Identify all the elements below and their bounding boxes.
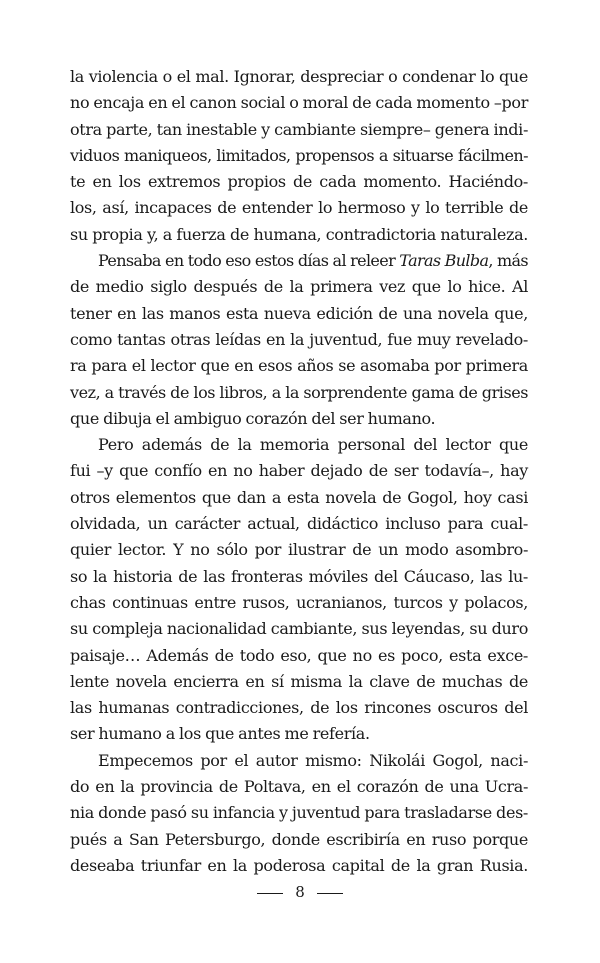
- text-line: fui –y que confío en no haber dejado de ser todavía–, hay: [70, 461, 528, 481]
- text-line: no encaja en el canon social o moral de cada momento –por: [70, 93, 528, 113]
- text-line: ra para el lector que en esos años se asomaba por primera: [70, 356, 528, 376]
- text-line: [70, 248, 528, 274]
- footer-dash-right: [317, 893, 343, 894]
- text-line: olvidada, un carácter actual, didáctico incluso para cual-: [70, 514, 528, 534]
- text-line: te en los extremos propios de cada momento. Haciéndo-: [70, 172, 528, 192]
- text-line: paisaje… Además de todo eso, que no es poco, esta exce-: [70, 645, 528, 665]
- text-line: que dibuja el ambiguo corazón del ser humano.: [70, 408, 436, 428]
- text-line: tener en las manos esta nueva edición de una novela que,: [70, 303, 528, 323]
- text-line: ser humano a los que antes me refería.: [70, 724, 370, 744]
- paragraph-1: [70, 64, 528, 248]
- text-line: deseaba triunfar en la poderosa capital de la gran Rusia.: [70, 855, 528, 875]
- paragraph-4: [70, 748, 528, 879]
- text-line: nia donde pasó su infancia y juventud para trasladarse des-: [70, 803, 528, 823]
- footer-dash-left: [257, 893, 283, 894]
- page-footer: [0, 883, 600, 901]
- text-line: otra parte, tan inestable y cambiante siempre– genera indi-: [70, 119, 528, 139]
- book-title: Taras Bulba: [399, 251, 489, 271]
- text-line: [70, 432, 528, 458]
- text-line: la violencia o el mal. Ignorar, despreciar o condenar lo que: [70, 67, 528, 86]
- book-page-text: [70, 64, 528, 879]
- text-line: su propia y, a fuerza de humana, contradictoria naturaleza.: [70, 224, 528, 244]
- text-fragment: Empecemos por el autor mismo: Nikolái Gogol, naci-: [98, 750, 528, 770]
- text-line: como tantas otras leídas en la juventud, fue muy revelado-: [70, 329, 528, 349]
- text-line: los, así, incapaces de entender lo hermoso y lo terrible de: [70, 198, 528, 218]
- paragraph-3: [70, 432, 528, 748]
- text-line: lente novela encierra en sí misma la clave de muchas de: [70, 671, 528, 691]
- page-number: 8: [295, 883, 305, 901]
- text-line: viduos maniqueos, limitados, propensos a situarse fácilmen-: [70, 145, 528, 165]
- text-line: vez, a través de los libros, a la sorprendente gama de grises: [70, 382, 528, 402]
- text-line: de medio siglo después de la primera vez que lo hice. Al: [70, 277, 528, 297]
- text-line: quier lector. Y no sólo por ilustrar de un modo asombro-: [70, 540, 528, 560]
- text-fragment: Pero además de la memoria personal del lector que: [98, 435, 528, 455]
- text-line: otros elementos que dan a esta novela de Gogol, hoy casi: [70, 487, 528, 507]
- text-line: chas continuas entre rusos, ucranianos, turcos y polacos,: [70, 592, 528, 612]
- paragraph-2: [70, 248, 528, 432]
- text-line: [70, 748, 528, 774]
- text-line: do en la provincia de Poltava, en el corazón de una Ucra-: [70, 777, 528, 797]
- text-fragment: Pensaba en todo eso estos días al releer: [98, 251, 400, 271]
- text-line: pués a San Petersburgo, donde escribiría en ruso porque: [70, 829, 528, 849]
- text-line: las humanas contradicciones, de los rincones oscuros del: [70, 698, 528, 718]
- text-line: so la historia de las fronteras móviles del Cáucaso, las lu-: [70, 566, 528, 586]
- text-fragment: , más: [488, 251, 528, 271]
- text-line: su compleja nacionalidad cambiante, sus leyendas, su duro: [70, 619, 528, 639]
